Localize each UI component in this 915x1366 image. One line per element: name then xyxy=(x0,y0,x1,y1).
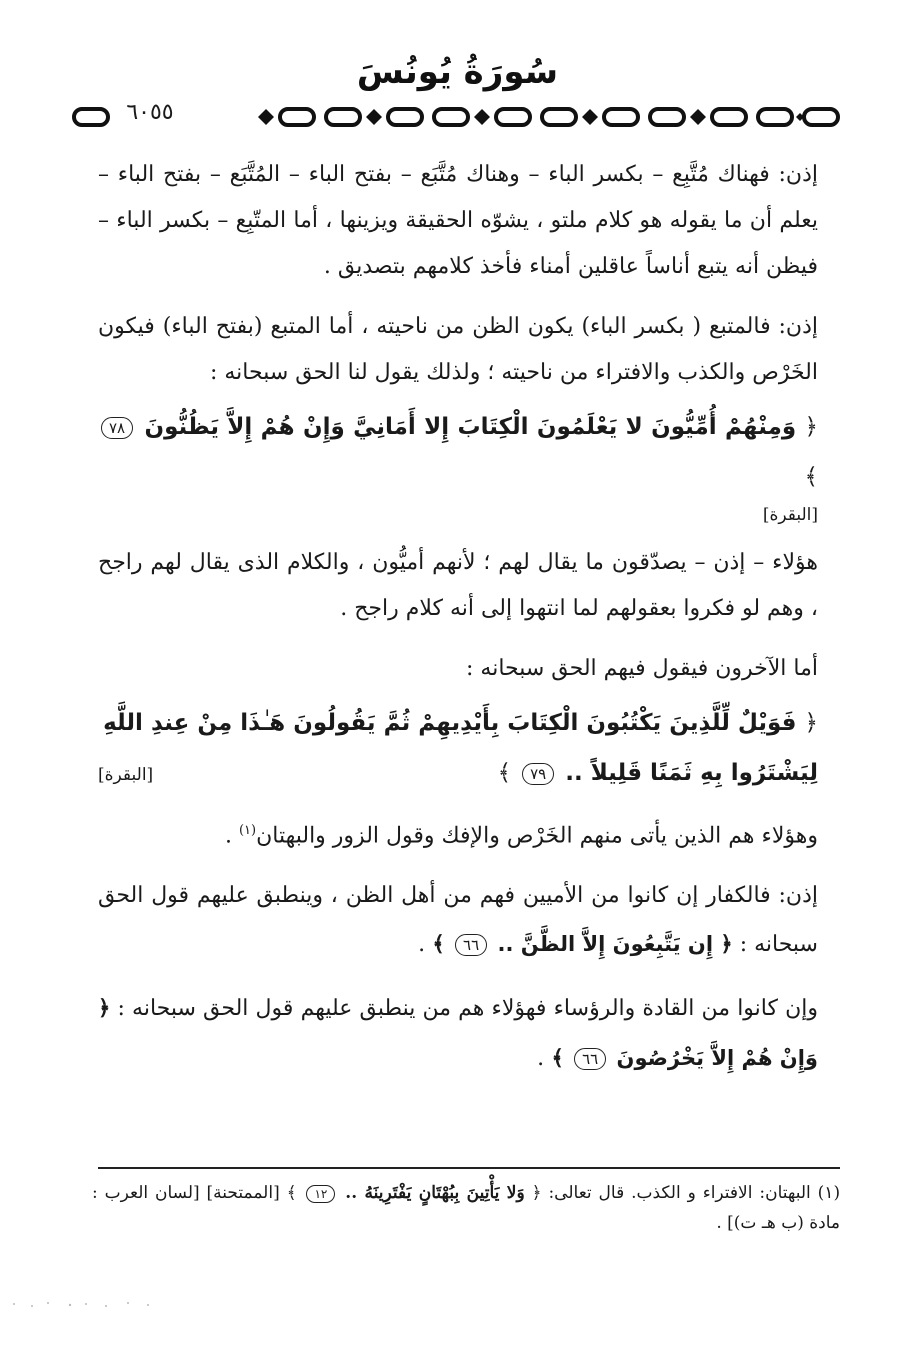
scan-specks xyxy=(8,1296,158,1312)
paragraph-2: إذن: فالمتبع ( بكسر الباء) يكون الظن من ناحيته ، أما المتبع (بفتح الباء) فيكون الخَرْص والكذب والافتراء من ناحيته ؛ ولذلك يقول لنا الحق سبحانه : xyxy=(98,314,818,385)
footnote xyxy=(92,1178,840,1238)
footnote-marker: (١) xyxy=(238,823,257,838)
surah-reference: [البقرة] xyxy=(762,505,818,525)
verse-text-line-2: لِيَشْتَرُوا بِهِ ثَمَنًا قَلِيلاً .. xyxy=(565,760,818,786)
footnote-number: (١) xyxy=(817,1183,841,1203)
footnote-verse: وَلا يَأْتِينَ بِبُهْتَانٍ يَفْتَرِينَهُ .. xyxy=(345,1183,525,1203)
footnote-verse-close: ﴾ xyxy=(286,1183,297,1203)
quran-verse-3 xyxy=(425,932,733,956)
paragraph-5 xyxy=(98,808,818,859)
paragraph-3: هؤلاء – إذن – يصدّقون ما يقال لهم ؛ لأنهم أميُّون ، والكلام الذى يقال لهم راجح ، وهم لو فكروا بعقولهم لما انتهوا إلى أنه كلام راجح . xyxy=(98,550,818,621)
verse-open-bracket: ﴿ xyxy=(720,932,733,957)
quran-verse-2-line-2 xyxy=(98,748,818,800)
verse-text: وَإِنْ هُمْ إِلاَّ يَخْرُصُونَ xyxy=(616,1046,818,1071)
ayah-number: ٧٩ xyxy=(522,763,554,785)
verse-text: وَمِنْهُمْ أُمِّيُّونَ لا يَعْلَمُونَ الْكِتَابَ إِلا أَمَانِيَّ وَإِنْ هُمْ إِلاَّ يَظُنُّونَ xyxy=(144,414,797,440)
footnote-verse-open: ﴿ xyxy=(531,1183,542,1203)
paragraph-7-text: وإن كانوا من القادة والرؤساء فهؤلاء هم من ينطبق عليهم قول الحق سبحانه : xyxy=(117,996,819,1022)
verse-open-bracket: ﴿ xyxy=(98,996,111,1021)
ayah-number: ٦٦ xyxy=(574,1048,606,1070)
verse-text-line-1: فَوَيْلٌ لِّلَّذِينَ يَكْتُبُونَ الْكِتَابَ بِأَيْدِيهِمْ ثُمَّ يَقُولُونَ هَـٰذَا مِنْ عِندِ اللَّهِ xyxy=(103,710,797,736)
paragraph-7 xyxy=(98,983,818,1083)
footnote-source: [الممتحنة] [لسان العرب : مادة (ب هـ ت)] . xyxy=(92,1183,840,1233)
paragraph-6-text: إذن: فالكفار إن كانوا من الأميين فهم من أهل الظن ، وينطبق عليهم قول الحق سبحانه : xyxy=(98,883,818,958)
paragraph-1: إذن: فهناك مُتَّبِع – بكسر الباء – وهناك مُتَّبَع – بفتح الباء – المُتَّبَع – بفتح الباء – يعلم أن ما يقوله هو كلام ملتو ، يشوّه الحقيقة ويزينها ، أما المتّبِع – بكسر الباء – فيظن أنه يتبع أناساً عاقلين أمناء فأخذ كلامهم بتصديق . xyxy=(98,162,818,279)
paragraph-6 xyxy=(98,873,818,969)
surah-title: سُورَةُ يُونُسَ xyxy=(356,52,559,92)
main-text xyxy=(98,152,818,1097)
paragraph-4: أما الآخرون فيقول فيهم الحق سبحانه : xyxy=(466,656,818,681)
verse-close-bracket: ﴾ xyxy=(804,464,818,490)
paragraph-5-end: . xyxy=(224,823,239,849)
footnote-divider xyxy=(98,1167,840,1169)
page-number: ٦٠٥٥ xyxy=(110,100,190,125)
quran-verse-2 xyxy=(98,698,818,748)
footnote-text: البهتان: الافتراء و الكذب. قال تعالى: xyxy=(548,1183,811,1203)
quran-verse-1 xyxy=(98,402,818,502)
surah-reference: [البقرة] xyxy=(98,765,154,785)
verse-close-bracket: ﴾ xyxy=(497,760,512,786)
verse-open-bracket: ﴿ xyxy=(804,414,818,440)
paragraph-6-end: . xyxy=(418,932,426,958)
ayah-number: ٦٦ xyxy=(455,934,487,956)
verse-close-bracket: ﴾ xyxy=(551,1046,564,1071)
verse-text: إِن يَتَّبِعُونَ إِلاَّ الظَّنَّ .. xyxy=(497,932,714,957)
ayah-number: ٧٨ xyxy=(101,417,133,439)
verse-close-bracket: ﴾ xyxy=(432,932,445,957)
paragraph-5-text: وهؤلاء هم الذين يأتى منهم الخَرْص والإفك وقول الزور والبهتان xyxy=(256,823,818,849)
verse-open-bracket: ﴿ xyxy=(804,710,818,736)
footnote-ayah-number: ١٢ xyxy=(306,1185,335,1203)
paragraph-7-end: . xyxy=(537,1046,545,1072)
